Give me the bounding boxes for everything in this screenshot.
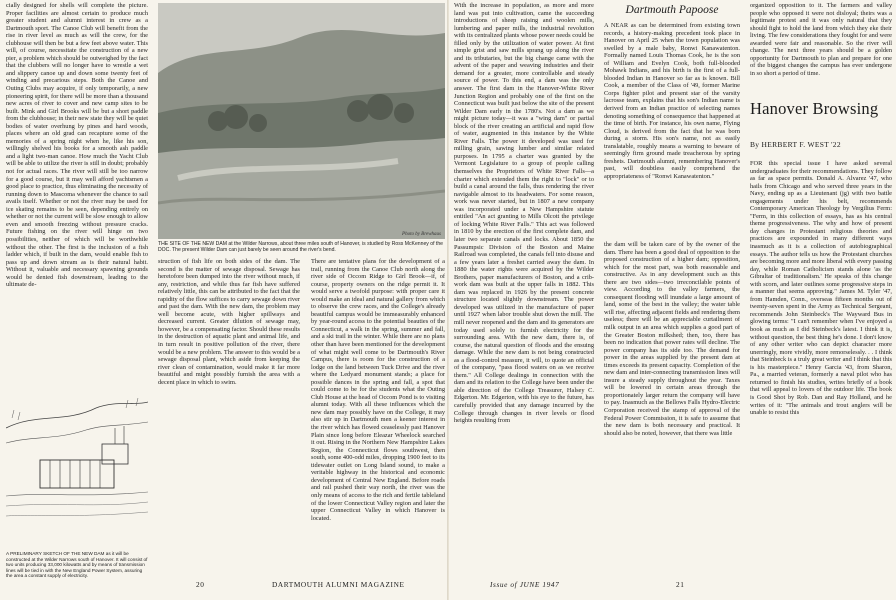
left-col3-text [311,258,445,576]
left-col1-paragraph: cially designed for shells will complete the picture. Proper facilities are almost certain to produce much greater student and alumni interest in crew as a Dartmouth sport. The Canoe Club will benefit from the rise in river level as much as will the crew, for the clubhouse will then be but a few feet above water. This will, of course, necessitate the construction of a new pier, a problem which should be outweighed by the fact that the clubbers will no longer have to wrestle a wet and slippery canoe up and down some twenty feet of winding and precarious steps. Both the Canoe and Outing Clubs may acquire, if only temporarily, a new pioneering spirit, for there will be more than a thousand new acres of river to cover and new camp sites to be built. Mink and Girl Brooks will be but a short paddle from the clubhouse; in their new state they will be quiet bodies of water overhung by pines and hard woods, places where an old grad can recapture some of the memories of a spring night when he, like his son, willingly shelved his books for a smooth ash paddle and a light two-man canoe. How much the Yacht Club will be able to utilize the river is still in doubt; probably not for actual races. The river will still be too narrow for a good course, but it may well afford yachtsmen a good place to practice, thus eliminating the necessity of running down to Mascoma whenever the chance to sail avails itself. Whether or not the river may be used for ice skating remains to be seen, depending entirely on whether or not the current will be slow enough to allow even and smooth freezing without pressure cracks. Future fishing on the river will hinge on two possibilities, neither of which will be worthwhile without the other. The first is the inclusion of a fish ladder which, if built in the dam, would enable fish to pass up and down stream as is their natural habit. Without it, valuable and necessary spawning grounds would be denied fish downstream, leading to the ultimate de- [6,2,148,289]
photo-credit: Photo by Brewhaus [402,232,441,237]
papoose-heading: Dartmouth Papoose [625,4,719,16]
river-landscape-illustration [158,3,445,239]
magazine-title: DARTMOUTH ALUMNI MAGAZINE [272,580,405,589]
browsing-title: Hanover Browsing [750,99,879,118]
right-col2-paragraph: the dam will be taken care of by the owner of the dam. There has been a good deal of opposition to the proposed construction of a higher dam; opposition, which for the most part, was both reasonable and constructive. As in any development such as this there are two sides—two irreconcilable points of view. According to the valley farmers, the consequent flooding will inundate a large amount of land, some of the best in the valley; the water table will rise, affecting adjacent fields and rendering them useless; there will be an appreciable curtailment of milk output in an area which supplies a good part of the Greater Boston milkshed; then, too, there has been no indication that power rates will decline. The power company has its side too. The demand for power in the areas supplied by the present dam at times exceeds its present capacity. Completion of the new dam and inter-connecting transmission lines will insure a steady supply throughout the year. Taxes will be lowered in certain areas through the proportionately larger return the company will have to pay. Inasmuch as the Bellows Falls Hydro-Electric Corporation received the stamp of approval of the Federal Power Commission, it is safe to assume that the new dam is both necessary and practical. It should also be noted, however, that there was little [604,241,740,437]
left-col3-paragraph: There are tentative plans for the development of a trail, running from the Canoe Club north along the river side of Occom Ridge to Girl Brook—if, of course, property owners on the ridge permit it. It would serve a twofold purpose: with proper care it would make an ideal and natural gallery from which to observe the crew races, and the College's already beautiful campus would be immeasurably enhanced by year-round access to the potential beauties of the Connecticut, a walk in the spring, summer and fall, and a ski trail in the winter. While there are no plans other than have been mentioned for the development of what might well come to be Dartmouth's River Campus, there is room for the construction of a lodge on the land between Tuck Drive and the river where the Ledyard monument stands; a place for possible dances in the spring and fall, a spot that could come to be for the students what the Outing Club House at the head of Occom Pond is to visiting alumni today. With all these influences which the new dam may possibly have on the College, it may also stir up in Dartmouth men a keener interest in the river which has flowed ceaselessly past Hanover Plain since long before Eleazar Wheelock searched it out. Rising in the Northern New Hampshire Lakes Region, the Connecticut flows southwest, then south, some 400-odd miles, dropping 1900 feet to its tidewater outlet on Long Island sound, to make a veritable highway in the historical and economic development of Central New England. Before roads and rail pushed their way north, the river was the only means of access to the rich and fertile tableland of the lower Connecticut Valley region and later the upper Connecticut Valley in which Hanover is located. [311,258,445,522]
left-page-number: 20 [196,580,205,589]
dam-sketch [6,388,148,548]
sketch-caption: A PRELIMINARY SKETCH OF THE NEW DAM as it will be constructed at the Wilder Narrows south of Hanover. It will consist of two units producing 33,000 kilowatts and by means of transmission lines will be tied in with the New England Power System, assuring the area a constant supply of electricity. [6,551,148,579]
papoose-paragraph: A NEAR as can be determined from existing town records, a history-making precedent took place in Hanover on April 25 when the town population was swelled by a male baby, Ronwi Kanawatenton. Formally named Louis Thomas Cook, he is the son of William and Evelyn Cook, both full-blooded Mohawk Indians, and his birth is the first of a full-blooded Indian in Hanover so far as is known. Bill Cook, a member of the Class of '49, former Marine Corps fighter pilot and present star of the varsity lacrosse team, explains that his son's Indian name is derived from an Indian practice of selecting names denoting something of consequence that happened at the time of birth. For instance, his own name, Flying Cloud, is derived from the fact that he was born during a storm. His son's name, not as easily translatable, roughly means a warning to beware of seemingly firm ground made treacherous by spring freshets. Dartmouth alumni, remembering Hanover's past, will doubtless easily comprehend the appropriateness of "Ronwi Kanawatenton." [604,22,740,180]
browsing-article [750,160,892,577]
browsing-paragraph: FOR this special issue I have asked several undergraduates for their recommendations. They follow as far as space permits. Donald A. Alvarez '47, who hails from Chicago and who served three years in the Navy, ending up as a Lieutenant (jg) with two battle engagements under his belt, recommends Contemporary American Theology by Vergilius Ferm: "Ferm, in this collection of essays, has as his central theme progressiveness. The why and how of present day changes in Protestant religious theories and practices are expounded in many different ways inasmuch as it is a collection of autobiographical essays. The author tells us how the Protestant churches are becoming more and more liberal with every passing day, while Roman Catholicism stands alone 'as the Gibraltar of traditionalism.' He speaks of this change with scorn, and later outlines some progressive steps in a manner that seems approving." James M. Tyler '47, from Hamden, Conn., overseas fifteen months out of twenty-seven spent in the Army as Technical Sergeant, recommends John Steinbeck's The Wayward Bus in glowing terms: "I can't remember when I've enjoyed a book as much as I did Steinbeck's latest. I think it is, without question, the best thing he's done. I don't know of any other writer who can depict character more unerringly, more vividly, more remorselessly. . . I think that Steinbeck is a truly great writer and I think that this is his masterpiece." Henry Garcia '43, from Sharon, Pa., a married veteran, formerly a naval pilot who has returned to finish his studies, writes briefly of a book that will appeal to lovers of the outdoor life. The book is Good Shot by Rob. Dan and Ray Holland, and he writes of it: "The animals and trout anglers will be unable to resist this [750,160,892,417]
right-col3-top-text [750,2,892,90]
right-col3-top-paragraph: organized opposition to it. The farmers and valley people who opposed it were not disloyal; theirs was a legitimate protest and it was only natural that they should fight to hold the land from which they eke their living. The few considerations they fought for and were awarded were fair and reasonable. So the river will change. The next three years should be a golden opportunity for Dartmouth to plan and prepare for one of the biggest changes the campus has ever undergone in so short a period of time. [750,2,892,77]
issue-date: Issue of JUNE 1947 [490,580,560,589]
right-col1-text [454,2,594,577]
right-page-number: 21 [676,580,685,589]
dam-site-photo [158,3,445,239]
dam-sketch-illustration [6,388,148,548]
browsing-byline: By HERBERT F. WEST '22 [750,140,841,149]
right-col2-text [604,241,740,577]
right-col1-paragraph: With the increase in population, as more and more land was put into cultivation, came the succeeding introductions of sheep raising and woolen mills, lumbering and paper mills, the industrial revolution with its centralized plants whose power needs could be filled only by the utilization of water power. At first simple grist and saw mills sprang up along the river and its tributaries, but the big change came with the advent of the paper and weaving industries and their demand for a greater, more controllable and steady source of power. To this end, a dam was the only answer. The first dam in the Hanover-White River Junction Region and probably one of the first on the Connecticut was built just below the site of the present Wilder Dam early in the 1780's. Not a dam as we might picture today—it was a "wing dam" or partial block of the river creating an artificial and rapid flow of water, augmented in this instance by the White River Falls. The power it developed was used for milling grain, sawing lumber and similar related purposes. In 1795 a charter was granted by the Vermont Legislature to a group of people calling themselves the Proprietors of White River Falls—a charter which extended them the right to "lock" or to build a canal around the falls, thus rendering the river navigable almost to its headwaters. For some reason, work was never started, but in 1807 a new company was incorporated under a New Hampshire statute entitled "An act granting to Mills Olcott the privilege of locking White River Falls." This act was followed in 1810 by the erection of the first complete dam, and later two separate canals and locks. About 1850 the Passumpsic Division of the Boston and Maine Railroad was completed, the canals fell into disuse and a few years later a freshet carried away the dam. In 1880 the water rights were acquired by the Wilder Brothers, paper manufacturers of Boston, and a crib-work dam was built at the upper falls in 1882. This dam was replaced in 1926 by the present concrete structure located slightly downstream. The power developed was utilized in the manufacture of paper until 1927 when labor trouble shut down the mill. The mill never reopened and the dam and its generators are today used solely to furnish electricity for the surrounding area. With the new dam, there is, of course, the natural question of floods and the ensuing damage. While the new dam is not being constructed as a flood-control measure, it will, to quote an official of the company, "pass flood waters on as we receive them." All College dealings in connection with the dam and its relation to the College have been under the able direction of the College Treasurer, Halsey C. Edgerton. Mr. Edgerton, with his eye to the future, has carefully provided that any damage incurred by the College through changes in river levels or flood heights resulting from [454,2,594,425]
left-col2-text [158,258,300,576]
papoose-article [604,22,740,237]
left-col2-paragraph: struction of fish life on both sides of the dam. The second is the matter of sewage disposal. Sewage has heretofore been dumped into the river without much, if any, restriction, and while thus far fish have suffered relatively little, this can be attributed to the fact that the rapidity of the flow suffices to carry sewage down river and past the dam. With the new dam, the problem may well become acute, with higher spillways and decreased current. Greater dilution of sewage may, however, be a compensating factor. Should these results in the destruction of aquatic plant and animal life, and in turn result in positive pollution of the river, there would be a new problem. The answer to this would be a sewage disposal plant, which aside from keeping the river clean of contamination, would make it far more beautiful and might possibly furnish the area with a decent place in which to swim. [158,258,300,386]
photo-caption: THE SITE OF THE NEW DAM at the Wilder Narrows, about three miles south of Hanover, is studied by Ross McKenney of the DOC. The present Wilder Dam can just barely be seen around the river's bend. [158,241,443,254]
